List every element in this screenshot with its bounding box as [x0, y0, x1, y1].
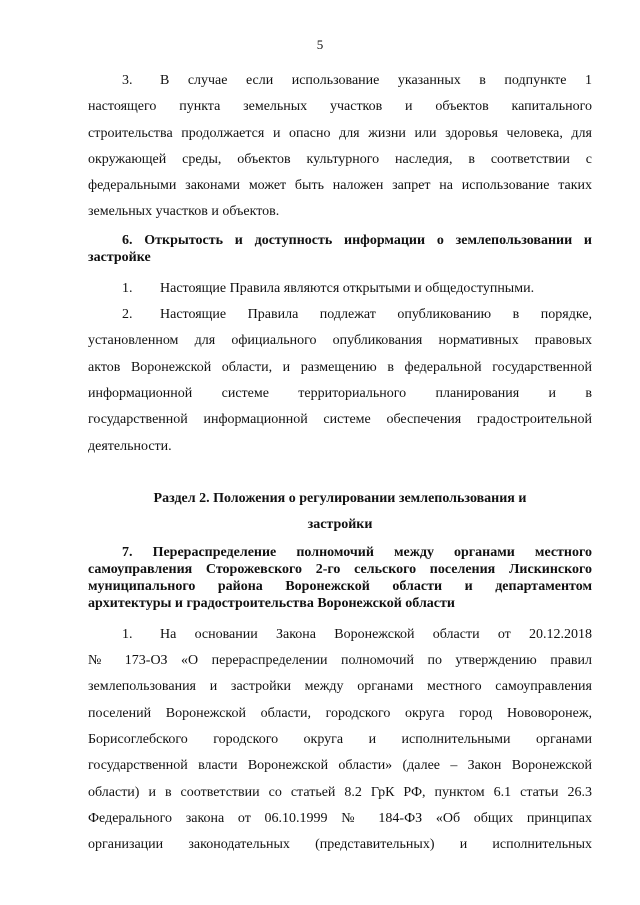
heading-line: архитектуры и градостроительства Воронежской области — [88, 595, 455, 611]
heading-line: 6. Открытость и доступность информации о землепользовании и — [122, 232, 592, 248]
part-2-heading — [88, 486, 592, 538]
paragraph-line: Настоящие Правила являются открытыми и общедоступными. — [160, 280, 535, 296]
section-7-heading — [88, 544, 592, 612]
heading-line: 7. Перераспределение полномочий между органами местного — [122, 544, 592, 560]
heading-line: Раздел 2. Положения о регулировании землепользования и — [153, 490, 527, 506]
paragraph-line: организации законодательных (представительных) и исполнительных — [88, 837, 592, 853]
paragraph-number: 1. — [122, 280, 133, 296]
paragraph-line: области) и в соответствии со статьей 8.2 ГрК РФ, пунктом 6.1 статьи 26.3 — [88, 784, 592, 800]
paragraph-line: В случае если использование указанных в подпункте 1 — [160, 73, 592, 88]
paragraph-3 — [88, 68, 592, 226]
paragraph-line: настоящего пункта земельных участков и объектов капитального — [88, 99, 592, 115]
paragraph-line: деятельности. — [88, 438, 172, 454]
paragraph-line: поселений Воронежской области, городского округа город Нововоронеж, — [88, 705, 592, 721]
paragraph-line: Борисоглебского городского округа и исполнительными органами — [88, 732, 592, 748]
heading-line: муниципального района Воронежской области и департаментом — [88, 578, 592, 594]
paragraph-line: На основании Закона Воронежской области от 20.12.2018 — [160, 626, 592, 642]
paragraph-number: 1. — [122, 626, 133, 642]
paragraph-line: государственной власти Воронежской области» (далее – Закон Воронежской — [88, 758, 592, 774]
paragraph-line: установленном для официального опубликования нормативных правовых — [88, 333, 592, 349]
paragraph-line: актов Воронежской области, и размещению в федеральной государственной — [88, 359, 592, 375]
heading-line: самоуправления Сторожевского 2-го сельского поселения Лискинского — [88, 561, 592, 577]
paragraph-line: № 173-ОЗ «О перераспределении полномочий по утверждению правил — [88, 653, 592, 669]
paragraph-number: 3. — [122, 73, 133, 88]
paragraph-line: информационной системе территориального планирования и в — [88, 385, 592, 401]
paragraph-line: Настоящие Правила подлежат опубликованию в порядке, — [160, 307, 592, 323]
paragraph-line: государственной информационной системе обеспечения градостроительной — [88, 412, 592, 428]
section-6-heading — [88, 232, 592, 266]
paragraph-line: Федерального закона от 06.10.1999 № 184-ФЗ «Об общих принципах — [88, 810, 592, 826]
paragraph-line: окружающей среды, объектов культурного наследия, в соответствии с — [88, 151, 592, 167]
paragraph-line: федеральными законами может быть наложен запрет на использование таких — [88, 178, 592, 194]
paragraph-line: землепользования и застройки между органами местного самоуправления — [88, 679, 592, 695]
paragraph-line: земельных участков и объектов. — [88, 204, 280, 220]
page-number: 5 — [316, 37, 324, 52]
section-6-paragraph-2 — [88, 302, 592, 460]
page-content — [88, 68, 592, 859]
heading-line: застройке — [88, 249, 151, 265]
section-7-paragraph-1 — [88, 622, 592, 859]
heading-line: застройки — [307, 516, 373, 532]
paragraph-line: строительства продолжается и опасно для жизни или здоровья человека, для — [88, 125, 592, 141]
section-6-paragraph-1 — [88, 276, 592, 302]
paragraph-number: 2. — [122, 307, 133, 323]
